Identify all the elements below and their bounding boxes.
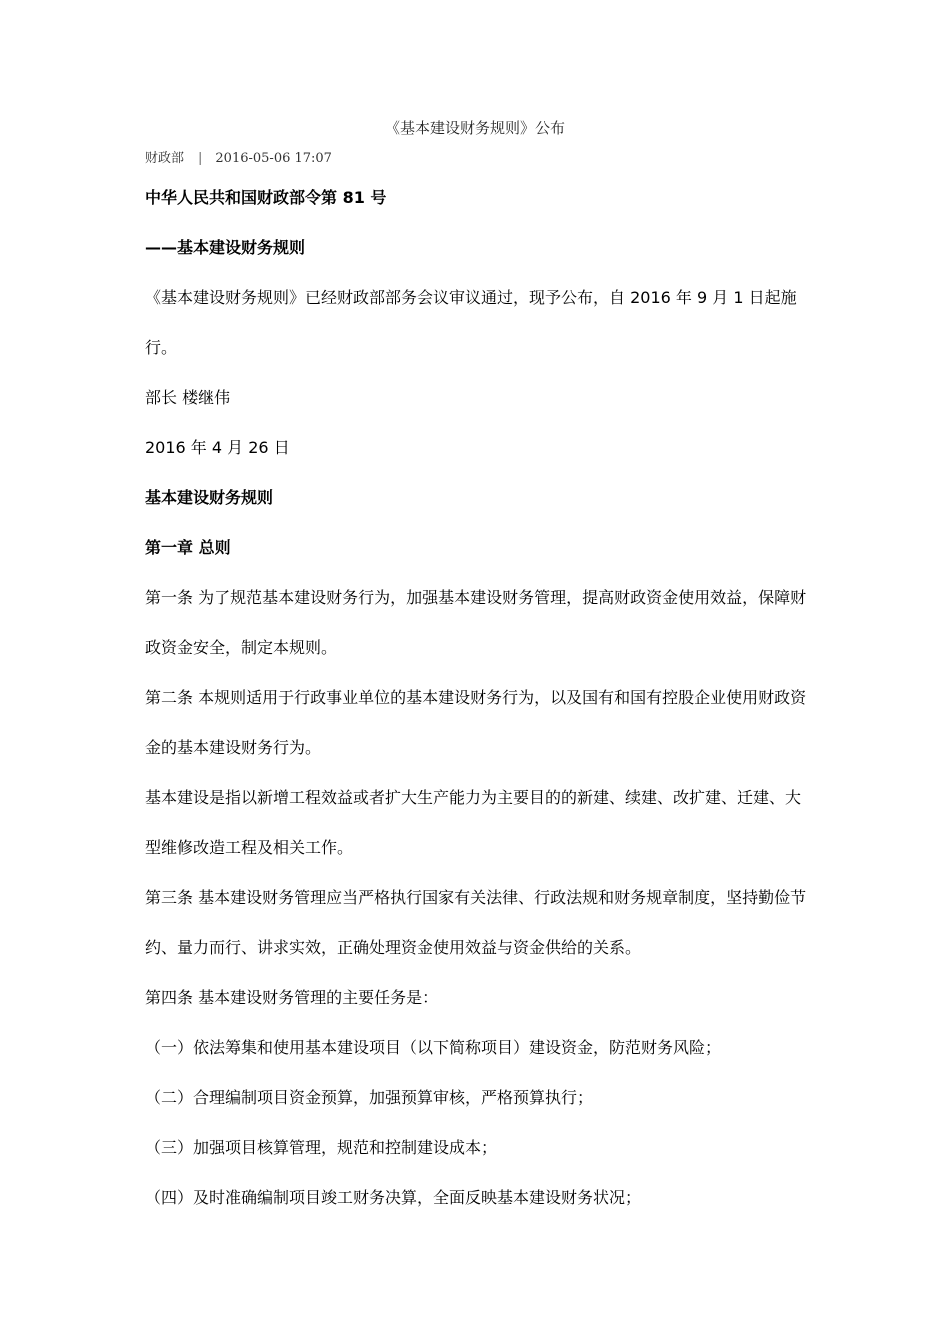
meta-separator: | [198, 151, 203, 166]
task-item: （二）合理编制项目资金预算，加强预算审核，严格预算执行； [145, 1088, 594, 1107]
article-2-note: 基本建设是指以新增工程效益或者扩大生产能力为主要目的的新建、续建、改扩建、迁建、大型维修改造工程及相关工作。 [145, 788, 802, 857]
task-item: （一）依法筹集和使用基本建设项目（以下简称项目）建设资金，防范财务风险； [145, 1038, 722, 1057]
article-1: 第一条 为了规范基本建设财务行为，加强基本建设财务管理，提高财政资金使用效益，保障财政资金安全，制定本规则。 [145, 588, 807, 657]
source-label: 财政部 [145, 151, 185, 166]
signing-date: 2016 年 4 月 26 日 [145, 438, 290, 457]
chapter-title: 第一章 总则 [145, 538, 231, 557]
minister-signature: 部长 楼继伟 [145, 388, 231, 407]
order-heading: 中华人民共和国财政部令第 81 号 [145, 188, 387, 207]
publish-datetime: 2016-05-06 17:07 [215, 151, 332, 166]
rule-subheading: ——基本建设财务规则 [145, 238, 306, 257]
article-body [145, 173, 815, 1223]
article-title: 《基本建设财务规则》公布 [384, 119, 565, 137]
rules-title: 基本建设财务规则 [145, 488, 274, 507]
article-4: 第四条 基本建设财务管理的主要任务是： [145, 988, 439, 1007]
task-item: （三）加强项目核算管理，规范和控制建设成本； [145, 1138, 498, 1157]
article-meta [145, 147, 332, 166]
intro-paragraph: 《基本建设财务规则》已经财政部部务会议审议通过，现予公布，自 2016 年 9 月 1 日起施行。 [145, 288, 797, 357]
article-2: 第二条 本规则适用于行政事业单位的基本建设财务行为，以及国有和国有控股企业使用财政资金的基本建设财务行为。 [145, 688, 807, 757]
article-3: 第三条 基本建设财务管理应当严格执行国家有关法律、行政法规和财务规章制度，坚持勤俭节约、量力而行、讲求实效，正确处理资金使用效益与资金供给的关系。 [145, 888, 807, 957]
task-item: （四）及时准确编制项目竣工财务决算，全面反映基本建设财务状况； [145, 1188, 642, 1207]
